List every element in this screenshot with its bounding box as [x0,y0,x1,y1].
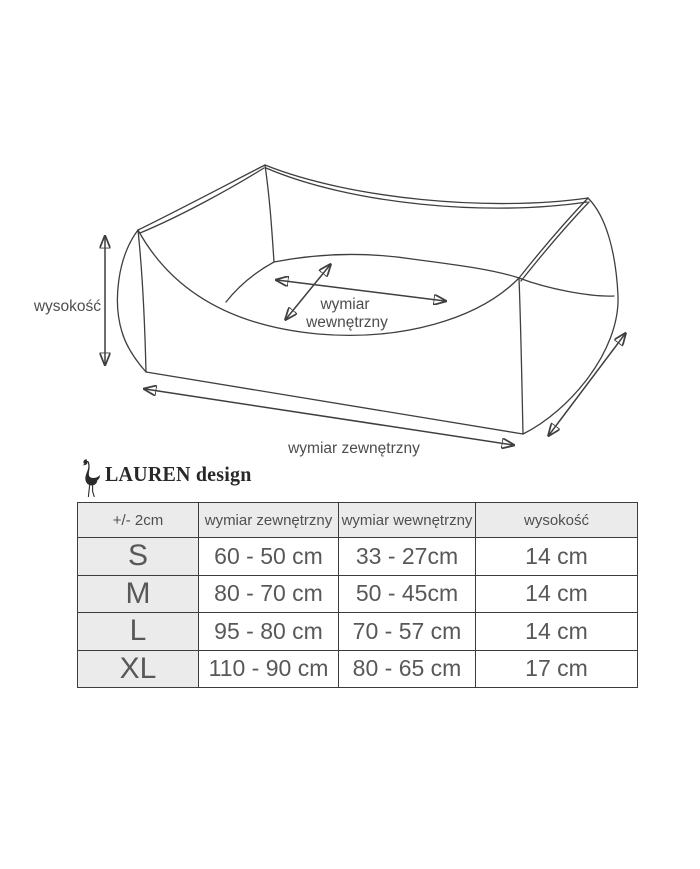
header-tolerance: +/- 2cm [78,503,199,538]
height-value: 14 cm [476,538,638,576]
outer-dimension-value: 60 - 50 cm [199,538,339,576]
outer-dimension-arrow [145,389,513,445]
outer-dimension-value: 80 - 70 cm [199,575,339,613]
inner-dimension-value: 33 - 27cm [339,538,476,576]
inner-dimension-value: 70 - 57 cm [339,613,476,651]
table-row-xl [78,650,638,688]
inner-dimension-value: 80 - 65 cm [339,650,476,688]
table-row-l [78,613,638,651]
flamingo-icon [78,458,102,498]
inner-dimension-label-line2: wewnętrzny [306,314,388,331]
height-label: wysokość [33,298,101,315]
size-label: M [78,575,199,613]
inner-dimension-label-line1: wymiar [320,296,370,313]
table-row-m [78,575,638,613]
header-inner-dimension: wymiar wewnętrzny [339,503,476,538]
size-label: XL [78,650,199,688]
table-header-row [78,503,638,538]
depth-dimension-arrow [549,334,625,435]
outer-dimension-value: 95 - 80 cm [199,613,339,651]
height-value: 14 cm [476,575,638,613]
size-label: S [78,538,199,576]
table-row-s [78,538,638,576]
outer-dimension-label: wymiar zewnętrzny [288,440,420,457]
inner-dimension-value: 50 - 45cm [339,575,476,613]
header-height: wysokość [476,503,638,538]
size-table [77,502,638,688]
outer-dimension-value: 110 - 90 cm [199,650,339,688]
size-label: L [78,613,199,651]
header-outer-dimension: wymiar zewnętrzny [199,503,339,538]
brand-logo [78,458,252,498]
brand-name: LAUREN design [105,463,252,487]
height-value: 17 cm [476,650,638,688]
height-value: 14 cm [476,613,638,651]
